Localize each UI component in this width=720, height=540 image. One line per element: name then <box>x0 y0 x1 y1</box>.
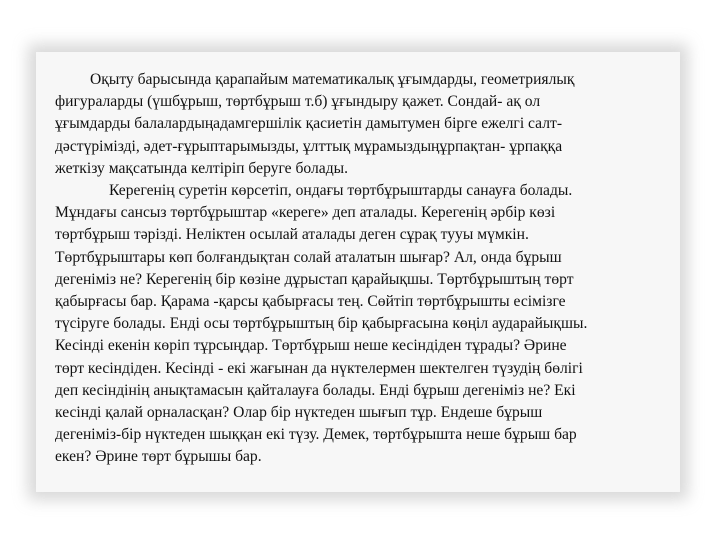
text-line: төртбұрыш тәрізді. Неліктен осылай аталады деген сұрақ тууы мүмкін. <box>55 226 529 244</box>
text-line: жеткізу мақсатында келтіріп беруге болады. <box>55 159 349 177</box>
paragraph-1 <box>55 69 677 180</box>
text-line: екен? Әрине төрт бұрышы бар. <box>55 448 262 466</box>
text-line: дегеніміз не? Керегенің бір көзіне дұрыстап қарайықшы. Төртбұрыштың төрт <box>55 270 574 288</box>
text-line: деп кесіндінің анықтамасын қайталауға болады. Енді бұрыш дегеніміз не? Екі <box>55 381 576 399</box>
text-line: қабырғасы бар. Қарама -қарсы қабырғасы тең. Сөйтіп төртбұрышты есімізге <box>55 293 566 311</box>
text-line: Керегенің суретін көрсетіп, ондағы төртбұрыштарды санауға болады. <box>109 182 573 200</box>
text-line: Оқыту барысында қарапайым математикалық ұғымдарды, геометриялық <box>90 71 575 88</box>
text-line: дегеніміз-бір нүктеден шыққан екі түзу. Демек, төртбұрышта неше бұрыш бар <box>55 426 577 444</box>
text-line: түсіруге болады. Енді осы төртбұрыштың бір қабырғасына көңіл аударайықшы. <box>55 315 588 333</box>
text-line: Кесінді екенін көріп тұрсыңдар. Төртбұрыш неше кесіндіден тұрады? Әрине <box>55 337 567 355</box>
text-line: Төртбұрыштары көп болғандықтан солай аталатын шығар? Ал, онда бұрыш <box>55 248 562 266</box>
paragraph-2 <box>55 180 677 469</box>
text-line: төрт кесіндіден. Кесінді - екі жағынан да нүктелермен шектелген түзудің бөлігі <box>55 359 583 377</box>
text-line: кесінді қалай орналасқан? Олар бір нүктеден шығып тұр. Ендеше бұрыш <box>55 404 543 422</box>
text-line: фигураларды (үшбұрыш, төртбұрыш т.б) ұғындыру қажет. Сондай- ақ ол <box>55 93 541 111</box>
text-body <box>55 69 677 469</box>
text-line: ұғымдарды балалардыңадамгершілік қасиетін дамытумен бірге ежелгі салт- <box>55 115 563 133</box>
text-line: дәстүрімізді, әдет-ғұрыптарымызды, ұлттық мұрамыздыңұрпақтан- ұрпаққа <box>55 137 563 155</box>
text-line: Мұндағы сансыз төртбұрыштар «кереге» деп аталады. Керегенің әрбір көзі <box>55 204 556 222</box>
